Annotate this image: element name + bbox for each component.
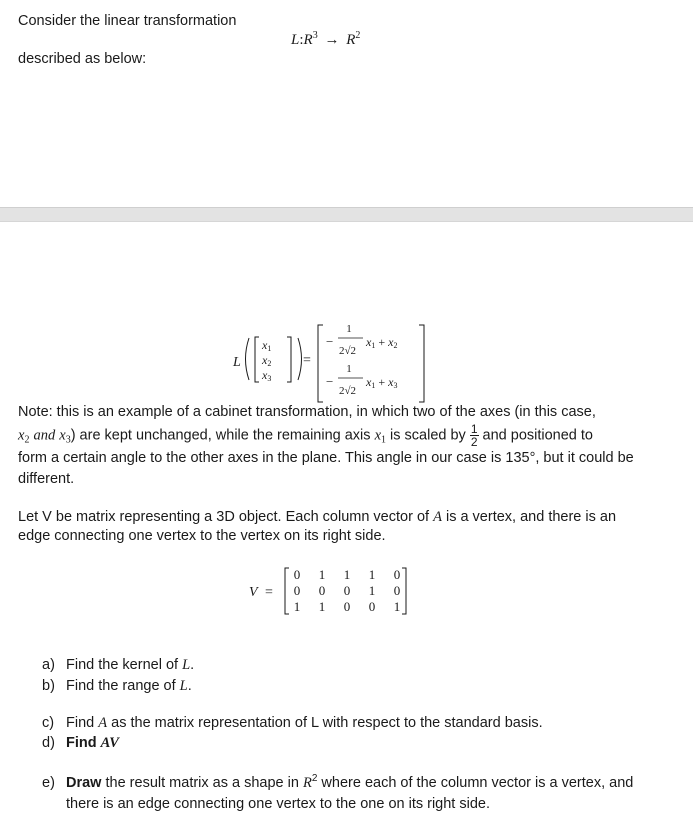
mapping-equation [291, 32, 360, 49]
note-x2: x [18, 427, 25, 444]
def-output-left-bracket [318, 325, 323, 402]
def-left-paren [246, 338, 250, 380]
matrix-v-cell-r2-c1: 1 [318, 599, 326, 614]
def-input-x3: x3 [262, 368, 272, 383]
def-row2-sign: − [326, 374, 334, 389]
question-e-text3: there is an edge connecting one vertex to the one on its right side. [66, 796, 490, 812]
note-x3: x [59, 427, 66, 444]
vertex-paragraph [18, 508, 658, 546]
question-e-label: e) [42, 775, 55, 791]
intro-line-1: Consider the linear transformation [18, 13, 237, 29]
question-d-var: AV [100, 735, 119, 751]
matrix-v-cell-r0-c0: 0 [293, 567, 301, 582]
note-part2: ) are kept unchanged, while the remaining axis [70, 427, 371, 444]
vertex-part2: is a vertex, and there is an [445, 509, 617, 525]
question-b-var: L [179, 678, 188, 694]
question-b-label: b) [42, 678, 55, 694]
mapping-codomain-exp: 2 [355, 30, 361, 41]
question-a-var: L [182, 657, 191, 673]
matrix-v-cell-r2-c4: 1 [393, 599, 401, 614]
question-c [42, 713, 543, 734]
matrix-v [245, 562, 415, 614]
note-x2-sub: 2 [24, 434, 30, 446]
matrix-v-cell-r0-c4: 0 [393, 567, 401, 582]
question-a-label: a) [42, 657, 55, 673]
matrix-v-right-bracket [402, 568, 406, 614]
question-e-exp: 2 [311, 773, 318, 784]
vertex-a: A [433, 509, 442, 525]
matrix-v-cell-r1-c4: 0 [393, 583, 401, 598]
matrix-v-cells [294, 567, 401, 614]
note-and: and [33, 427, 56, 444]
question-e [42, 773, 633, 815]
matrix-v-cell-r1-c1: 0 [318, 583, 326, 598]
question-c-label: c) [42, 715, 55, 731]
matrix-v-cell-r0-c3: 1 [368, 567, 376, 582]
def-row2-frac-num: 1 [346, 363, 352, 375]
question-e-r: R [302, 775, 312, 791]
def-row1-sign: − [326, 334, 334, 349]
def-output-right-bracket [419, 325, 424, 402]
note-part3: is scaled by [390, 427, 466, 444]
question-d-label: d) [42, 735, 55, 751]
note-half-fraction: $\frac{1}{2}$ [470, 422, 478, 449]
question-b [42, 676, 192, 697]
question-d [42, 733, 119, 754]
mapping-codomain: R [346, 32, 356, 48]
question-a-end: . [190, 657, 195, 673]
matrix-v-left-bracket [285, 568, 289, 614]
note-line-4: different. [18, 471, 75, 487]
mapping-colon: : [299, 32, 304, 48]
def-row2-tail: x1 + x3 [366, 375, 398, 390]
matrix-v-cell-r2-c3: 0 [368, 599, 376, 614]
note-x3-sub: 3 [65, 434, 71, 446]
question-c-var: A [98, 715, 108, 731]
note-line-2 [18, 423, 658, 448]
matrix-v-cell-r2-c2: 0 [343, 599, 351, 614]
matrix-v-cell-r1-c3: 1 [368, 583, 376, 598]
question-b-text: Find the range of [66, 678, 176, 694]
vertex-line-2: edge connecting one vertex to the vertex on its right side. [18, 528, 386, 544]
def-row1-frac-den: 2√2 [339, 345, 357, 357]
matrix-v-equals: = [265, 585, 273, 600]
def-input-left-bracket [255, 337, 259, 382]
def-row2-frac-den: 2√2 [339, 385, 357, 397]
page-divider [0, 207, 693, 222]
mapping-arrow: → [324, 32, 340, 48]
vertex-part1: Let V be matrix representing a 3D object. Each column vector of [18, 509, 430, 525]
mapping-domain: R [303, 32, 313, 48]
def-input-right-bracket [287, 337, 291, 382]
note-paragraph [18, 402, 658, 490]
matrix-v-cell-r1-c0: 0 [293, 583, 301, 598]
question-d-text: Find [66, 735, 97, 751]
def-right-paren [298, 338, 302, 380]
def-input-x1: x1 [262, 338, 272, 353]
transformation-definition [225, 318, 435, 403]
intro-line-2: described as below: [18, 51, 147, 67]
question-e-text1: the result matrix as a shape in [105, 775, 299, 791]
note-part4: and positioned to [482, 427, 593, 444]
matrix-v-cell-r0-c1: 1 [318, 567, 326, 582]
question-c-text2: as the matrix representation of L with respect to the standard basis. [111, 715, 543, 731]
note-x1: x [374, 427, 381, 444]
matrix-v-cell-r1-c2: 0 [343, 583, 351, 598]
note-line-1: Note: this is an example of a cabinet transformation, in which two of the axes (in this case, [18, 404, 596, 420]
matrix-v-cell-r2-c0: 1 [293, 599, 301, 614]
question-e-bold: Draw [66, 775, 102, 791]
def-row1-frac-num: 1 [346, 323, 352, 335]
question-a-text: Find the kernel of [66, 657, 179, 673]
question-b-end: . [187, 678, 192, 694]
def-row1-tail: x1 + x2 [366, 335, 398, 350]
matrix-v-cell-r0-c2: 1 [343, 567, 351, 582]
def-equals: = [303, 353, 311, 368]
note-x1-sub: 1 [381, 434, 386, 446]
def-lhs-name: L [233, 355, 241, 370]
def-input-x2: x2 [262, 353, 272, 368]
mapping-domain-exp: 3 [312, 30, 318, 41]
question-c-text1: Find [66, 715, 95, 731]
note-line-3: form a certain angle to the other axes in the plane. This angle in our case is 135°, but it could be [18, 450, 634, 466]
matrix-v-name: V [249, 585, 258, 600]
vertex-line-1 [18, 508, 658, 527]
question-e-text2: where each of the column vector is a vertex, and [321, 775, 634, 791]
question-a [42, 655, 194, 676]
mapping-name: L [291, 32, 300, 48]
